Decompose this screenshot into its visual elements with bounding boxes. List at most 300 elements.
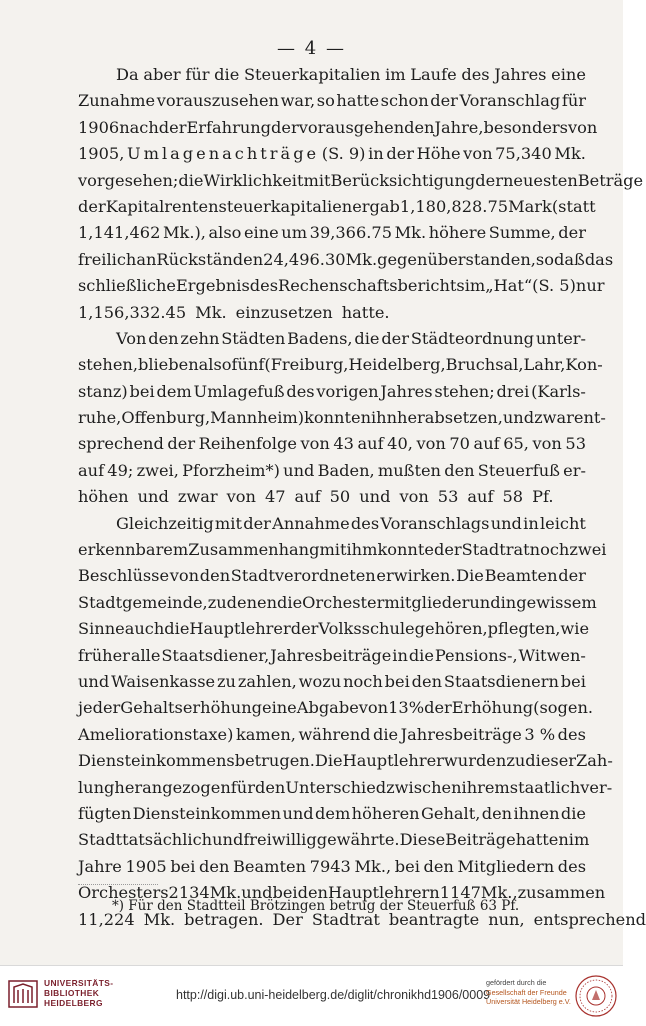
word: den	[481, 803, 513, 823]
word: schon	[380, 91, 429, 111]
word: zwei	[569, 540, 607, 560]
word: vorigen	[316, 381, 379, 401]
word: wurden	[443, 751, 507, 771]
word: des	[350, 513, 380, 533]
word: Pensions-,	[434, 645, 518, 665]
word: 1905,	[78, 144, 125, 164]
word: 1906	[78, 117, 120, 137]
word: besonders	[483, 117, 568, 137]
text-line	[78, 511, 586, 537]
word: freiwillig	[243, 830, 317, 850]
word: Beamten	[484, 566, 558, 586]
word: Annahme	[272, 513, 350, 533]
word: Steuerfuß	[477, 460, 560, 480]
word: Stadtverordneten	[230, 566, 376, 586]
word: des	[557, 724, 586, 744]
word: Erhöhung	[451, 698, 534, 718]
word: 47	[264, 487, 286, 507]
word: Pforzheim*)	[182, 460, 280, 480]
word: lung	[78, 777, 115, 797]
word: (sogen.	[533, 698, 594, 718]
word: stanz)	[78, 381, 128, 401]
word: Volksschule	[318, 619, 415, 639]
word: in	[392, 645, 408, 665]
word: dem	[156, 381, 192, 401]
word: Rückständen	[156, 249, 264, 269]
word: auf	[473, 434, 500, 454]
word: von	[567, 117, 598, 137]
word: betragen.	[184, 909, 264, 929]
word: 40,	[387, 434, 413, 454]
word: Umlagenachträge	[126, 144, 320, 164]
word: gewährte.	[316, 830, 400, 850]
word: eine	[243, 223, 279, 243]
word: Abgabe	[296, 698, 359, 718]
word: drei	[496, 381, 530, 401]
word: konnte	[377, 540, 434, 560]
library-name-line-2: BIBLIOTHEK	[44, 988, 100, 998]
word: bei	[129, 381, 155, 401]
word: nur	[575, 276, 605, 296]
text-line	[78, 300, 586, 326]
word: denen	[226, 592, 278, 612]
word: kamen,	[235, 724, 296, 744]
word: Laufe	[410, 65, 457, 84]
word: herabsetzen,	[397, 408, 503, 428]
word: den	[199, 566, 231, 586]
word: Mk.	[554, 144, 586, 164]
word: zu	[217, 671, 236, 691]
word: Stadtrat	[311, 909, 380, 929]
word: so	[535, 249, 554, 269]
word: Kapitalrentensteuerkapitalien	[105, 196, 353, 216]
word: Mk.,	[480, 883, 518, 903]
word: ihnen	[513, 803, 560, 823]
word: die	[408, 645, 434, 665]
word: des	[249, 276, 279, 296]
word: Staatsdienern	[443, 671, 559, 691]
word: neuesten	[502, 170, 578, 190]
word: der	[424, 698, 452, 718]
word: von	[399, 487, 429, 507]
text-line	[78, 379, 586, 405]
word: der	[243, 513, 271, 533]
word: beantragte	[388, 909, 480, 929]
word: Da	[116, 65, 139, 84]
word: Mannheim)	[210, 408, 305, 428]
word: Mk.	[195, 302, 227, 322]
word: Umlagefuß	[193, 381, 285, 401]
word: Mk.	[143, 909, 176, 929]
word: auf	[467, 487, 494, 507]
text-line	[78, 194, 596, 220]
word: Jahresbeiträge	[400, 724, 522, 744]
word: Offenburg,	[121, 408, 211, 428]
word: im	[464, 276, 486, 296]
word: Mk.	[394, 223, 427, 243]
text-line	[78, 247, 614, 273]
word: 43	[333, 434, 354, 454]
word: fünf	[231, 355, 265, 375]
word: den	[148, 328, 179, 348]
text-line	[78, 458, 586, 484]
word: den	[199, 856, 230, 876]
word: 75,340	[495, 144, 552, 164]
word: den	[254, 777, 286, 797]
word: zwischen	[386, 777, 462, 797]
word: noch	[343, 671, 383, 691]
word: Hauptlehrer	[342, 751, 444, 771]
word: von	[169, 566, 200, 586]
word: 1,156,332.45	[78, 302, 187, 322]
word: und	[469, 592, 501, 612]
word: von	[532, 434, 562, 454]
word: während	[298, 724, 371, 744]
word: in	[523, 513, 539, 533]
word: 53	[437, 487, 459, 507]
text-line	[78, 695, 594, 721]
word: Beamten	[233, 856, 307, 876]
library-name-line-3: HEIDELBERG	[44, 998, 103, 1008]
source-url-link[interactable]: http://digi.ub.uni-heidelberg.de/diglit/chronikhd1906/0009	[176, 988, 491, 1002]
word: höhere	[428, 223, 487, 243]
word: der	[381, 328, 409, 348]
word: „Hat“	[485, 276, 533, 296]
word: vorauszusehen	[156, 91, 279, 111]
word: ver-	[580, 777, 613, 797]
word: Witwen-	[518, 645, 586, 665]
word: an	[136, 249, 157, 269]
text-line	[78, 484, 586, 510]
word: Zunahme	[78, 91, 156, 111]
word: (S. 5)	[532, 276, 576, 296]
university-library-logo-icon	[8, 978, 38, 1010]
word: konnten	[304, 408, 371, 428]
word: er-	[563, 460, 586, 480]
word: Jahre	[78, 856, 122, 876]
word: jeder	[78, 698, 121, 718]
word: der	[475, 170, 503, 190]
word: höhen	[78, 487, 129, 507]
word: Pf.	[532, 487, 554, 507]
word: freilich	[78, 249, 137, 269]
word: Höhe	[416, 144, 461, 164]
word: Sinne	[78, 619, 125, 639]
word: für	[561, 91, 586, 111]
word: Voranschlags	[380, 513, 490, 533]
word: die	[354, 328, 380, 348]
word: Diensteinkommen	[132, 803, 282, 823]
word: der	[158, 117, 187, 137]
word: Städten	[221, 328, 286, 348]
word: auch	[124, 619, 165, 639]
word: erwirken.	[376, 566, 456, 586]
word: zwar	[177, 487, 218, 507]
word: dieser	[525, 751, 577, 771]
word: Die	[456, 566, 484, 586]
word: und	[241, 883, 273, 903]
word: Der	[272, 909, 303, 929]
word: schließliche	[78, 276, 176, 296]
word: Kon-	[565, 355, 603, 375]
word: den	[297, 883, 328, 903]
word: 1,180,828.75	[399, 196, 509, 216]
word: und	[212, 830, 244, 850]
word: bei	[560, 671, 586, 691]
word: die	[164, 619, 190, 639]
text-line	[78, 563, 586, 589]
text-line	[78, 643, 586, 669]
word: in	[368, 144, 384, 164]
word: und	[137, 487, 169, 507]
word: Mk.	[209, 883, 242, 903]
word: der	[433, 540, 462, 560]
word: mit	[303, 170, 331, 190]
word: auf	[357, 434, 384, 454]
word: erkennbarem	[78, 540, 189, 560]
word: nach	[119, 117, 159, 137]
word: und	[78, 671, 110, 691]
word: Mk.,	[354, 856, 392, 876]
word: für	[185, 65, 210, 84]
word: Mk.	[345, 249, 378, 269]
word: 53	[565, 434, 586, 454]
word: Reihenfolge	[198, 434, 297, 454]
text-line	[78, 537, 607, 563]
word: Jahre,	[434, 117, 484, 137]
word: höheren	[351, 803, 420, 823]
word: mit	[214, 513, 242, 533]
text-line	[78, 801, 586, 827]
word: hatte.	[341, 302, 390, 322]
word: dem	[315, 803, 351, 823]
word: die	[373, 724, 399, 744]
word: Jahres	[380, 381, 433, 401]
word: 2134	[168, 883, 210, 903]
word: ergab	[352, 196, 400, 216]
word: gewissem	[516, 592, 597, 612]
word: wie	[560, 619, 590, 639]
word: und	[502, 408, 535, 428]
text-line	[78, 168, 644, 194]
word: des	[557, 856, 586, 876]
text-line	[78, 775, 613, 801]
word: von	[226, 487, 256, 507]
word: Gehalt,	[420, 803, 481, 823]
text-line	[78, 590, 597, 616]
word: ruhe,	[78, 408, 122, 428]
text-line	[78, 115, 598, 141]
word: Die	[314, 751, 343, 771]
word: bei	[384, 671, 410, 691]
word: (statt	[551, 196, 596, 216]
word: Diese	[399, 830, 446, 850]
text-line	[78, 722, 586, 748]
word: leicht	[539, 513, 586, 533]
word: Stadt	[78, 830, 123, 850]
viewer-footer	[0, 965, 623, 1026]
word: der	[430, 91, 458, 111]
word: 3 %	[524, 724, 556, 744]
word: Badens,	[287, 328, 353, 348]
word: 70	[449, 434, 470, 454]
word: war,	[280, 91, 316, 111]
word: der	[290, 619, 319, 639]
word: und	[282, 803, 314, 823]
sponsor-org-line-1: Gesellschaft der Freunde	[486, 987, 567, 997]
word: von	[358, 698, 389, 718]
text-line	[78, 326, 586, 352]
word: Zah-	[576, 751, 613, 771]
word: 1,141,462	[78, 223, 161, 243]
word: in	[500, 592, 517, 612]
word: mußten	[377, 460, 441, 480]
word: die	[214, 65, 240, 84]
text-line	[78, 431, 586, 457]
text-line	[78, 405, 606, 431]
word: bei	[170, 856, 196, 876]
word: Hauptlehrern	[327, 883, 440, 903]
word: Diensteinkommens	[78, 751, 235, 771]
word: eine	[551, 65, 586, 84]
library-name-line-1: UNIVERSITÄTS-	[44, 978, 114, 988]
word: hatte	[336, 91, 380, 111]
body-text	[78, 62, 646, 933]
word: der	[271, 117, 299, 137]
word: Baden,	[317, 460, 375, 480]
word: (Karls-	[531, 381, 586, 401]
word: 49;	[107, 460, 134, 480]
word: so	[316, 91, 335, 111]
word: und	[283, 460, 315, 480]
word: zehn	[180, 328, 220, 348]
text-line	[78, 854, 586, 880]
sponsor-org-line-2: Universität Heidelberg e.V.	[486, 997, 571, 1006]
word: (S. 9)	[321, 144, 366, 164]
word: wozu	[298, 671, 342, 691]
word: bei	[272, 883, 298, 903]
word: zwar	[534, 408, 574, 428]
word: die	[178, 170, 204, 190]
word: Staatsdiener,	[161, 645, 270, 665]
text-line	[78, 669, 586, 695]
word: ihm	[346, 540, 378, 560]
word: ihrem	[461, 777, 510, 797]
text-line	[78, 62, 586, 88]
word: Zusammenhang	[188, 540, 320, 560]
word: 1905	[125, 856, 167, 876]
word: Gehaltserhöhung	[120, 698, 262, 718]
word: alle	[130, 645, 161, 665]
word: um	[281, 223, 308, 243]
word: vorgesehen;	[78, 170, 179, 190]
word: zu	[506, 751, 526, 771]
word: der	[558, 566, 586, 586]
word: Mk.),	[162, 223, 206, 243]
word: ihn	[371, 408, 398, 428]
word: Rechenschaftsberichts	[278, 276, 465, 296]
word: gehören,	[414, 619, 488, 639]
word: Stadtrat	[461, 540, 530, 560]
word: Berücksichtigung	[330, 170, 476, 190]
word: auf	[294, 487, 321, 507]
word: Mitgliedern	[457, 856, 555, 876]
word: Lahr,	[523, 355, 566, 375]
word: aber	[143, 65, 181, 84]
word: Jahres	[494, 65, 547, 84]
word: auf	[78, 460, 105, 480]
word: 24,496.30	[263, 249, 346, 269]
word: zu	[207, 592, 227, 612]
word: Summe,	[488, 223, 556, 243]
word: stehen,	[78, 355, 138, 375]
word: Hauptlehrer	[189, 619, 291, 639]
word: Jahresbeiträge	[270, 645, 392, 665]
word: unter-	[535, 328, 586, 348]
footnote: *) Für den Stadtteil Brötzingen betrug der Steuerfuß 63 Pf.	[112, 898, 520, 914]
word: 65,	[503, 434, 529, 454]
university-seal-icon	[574, 974, 618, 1018]
word: den	[444, 460, 475, 480]
word: 11,224	[78, 909, 135, 929]
word: daß	[553, 249, 585, 269]
word: 58	[502, 487, 524, 507]
word: des	[461, 65, 490, 84]
word: Steuerkapitalien	[243, 65, 381, 84]
text-line	[78, 748, 613, 774]
word: und	[490, 513, 522, 533]
footnote-separator	[78, 884, 158, 887]
word: der	[386, 144, 415, 164]
word: staatlich	[509, 777, 581, 797]
text-line	[78, 141, 586, 167]
text-line	[78, 616, 590, 642]
word: 39,366.75	[309, 223, 393, 243]
page-number: — 4 —	[277, 38, 346, 59]
word: den	[411, 671, 443, 691]
word: von	[416, 434, 446, 454]
word: blieben	[137, 355, 199, 375]
word: herangezogen	[114, 777, 231, 797]
word: Bruchsal,	[445, 355, 524, 375]
library-name	[44, 978, 113, 1008]
word: des	[286, 381, 315, 401]
word: von	[463, 144, 493, 164]
word: nun,	[488, 909, 525, 929]
word: Mark	[508, 196, 552, 216]
word: Beiträge	[445, 830, 516, 850]
word: für	[230, 777, 255, 797]
word: betrugen.	[234, 751, 315, 771]
word: vorausgehenden	[298, 117, 435, 137]
sponsor-intro: gefördert durch die	[486, 978, 547, 987]
word: Ergebnis	[175, 276, 250, 296]
word: Stadtgemeinde,	[78, 592, 208, 612]
word: 13%	[388, 698, 425, 718]
word: der	[558, 223, 586, 243]
text-line	[78, 273, 605, 299]
word: eine	[262, 698, 297, 718]
word: pflegten,	[487, 619, 561, 639]
word: zusammen	[517, 883, 606, 903]
word: Unterschied	[285, 777, 387, 797]
word: 7943	[309, 856, 351, 876]
word: zwei,	[136, 460, 179, 480]
word: noch	[529, 540, 570, 560]
word: und	[359, 487, 391, 507]
word: stehen;	[434, 381, 495, 401]
word: früher	[78, 645, 130, 665]
